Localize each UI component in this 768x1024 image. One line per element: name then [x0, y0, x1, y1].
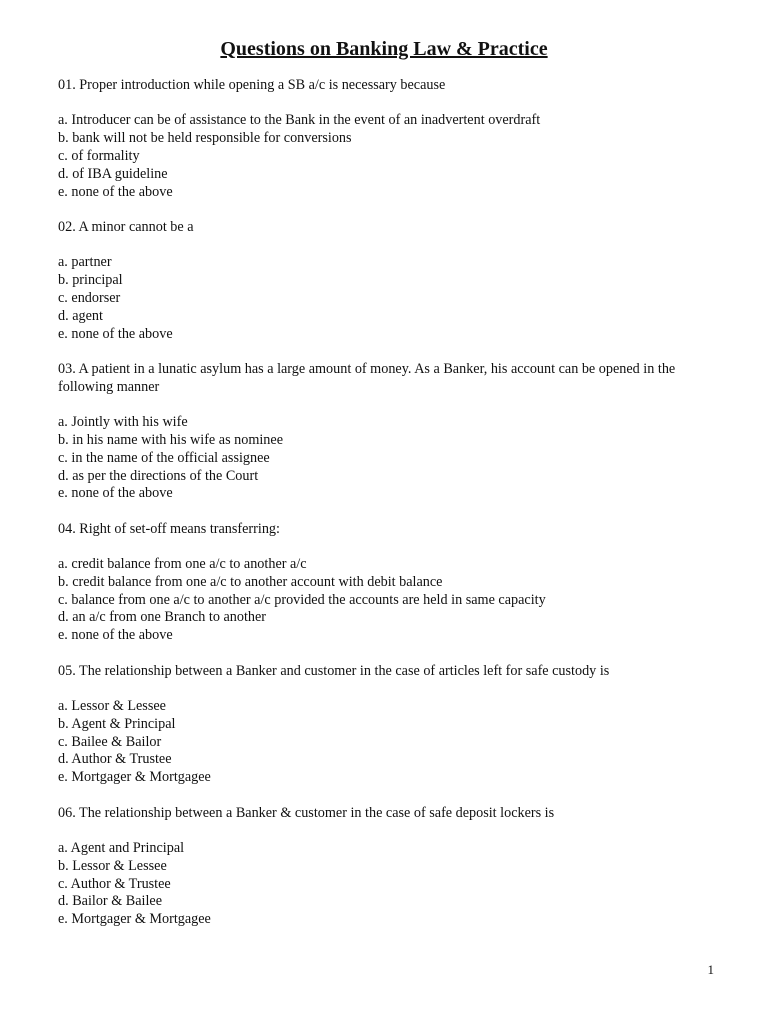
- question-6: [58, 805, 722, 929]
- option-d: d. an a/c from one Branch to another: [58, 609, 267, 626]
- option-c: c. balance from one a/c to another a/c provided the accounts are held in same capacity: [58, 591, 546, 608]
- option-d: d. Author & Trustee: [58, 751, 172, 768]
- question-text: 03. A patient in a lunatic asylum has a large amount of money. As a Banker, his account can be opened in the following manner: [58, 360, 676, 395]
- option-b: b. in his name with his wife as nominee: [58, 431, 283, 448]
- option-e: e. none of the above: [58, 325, 173, 342]
- option-a: a. Lessor & Lessee: [58, 698, 166, 715]
- option-list: [58, 840, 722, 929]
- question-text: 05. The relationship between a Banker and customer in the case of articles left for safe custody is: [58, 662, 610, 679]
- option-d: d. as per the directions of the Court: [58, 467, 259, 484]
- question-3: [58, 361, 722, 503]
- option-c: c. endorser: [58, 289, 121, 306]
- option-c: c. Bailee & Bailor: [58, 733, 162, 750]
- option-b: b. Agent & Principal: [58, 715, 176, 732]
- option-e: e. none of the above: [58, 485, 173, 502]
- question-list: [58, 77, 722, 947]
- option-c: c. Author & Trustee: [58, 875, 171, 892]
- option-a: a. partner: [58, 254, 112, 271]
- question-text: 04. Right of set-off means transferring:: [58, 520, 280, 537]
- option-a: a. Agent and Principal: [58, 840, 185, 857]
- option-list: [58, 414, 722, 503]
- question-text: 02. A minor cannot be a: [58, 218, 194, 235]
- option-list: [58, 556, 722, 645]
- option-e: e. none of the above: [58, 183, 173, 200]
- option-list: [58, 112, 722, 201]
- question-4: [58, 521, 722, 645]
- option-a: a. Introducer can be of assistance to the Bank in the event of an inadvertent overdraft: [58, 112, 541, 129]
- question-2: [58, 219, 722, 343]
- option-c: c. in the name of the official assignee: [58, 449, 270, 466]
- option-c: c. of formality: [58, 147, 140, 164]
- question-text: 01. Proper introduction while opening a SB a/c is necessary because: [58, 77, 446, 93]
- option-e: e. none of the above: [58, 627, 173, 644]
- option-d: d. Bailor & Bailee: [58, 893, 163, 910]
- question-5: [58, 663, 722, 787]
- document-title: Questions on Banking Law & Practice: [220, 38, 548, 60]
- question-text: 06. The relationship between a Banker & customer in the case of safe deposit lockers is: [58, 804, 555, 821]
- option-b: b. Lessor & Lessee: [58, 857, 167, 874]
- option-list: [58, 254, 722, 343]
- option-b: b. principal: [58, 272, 123, 289]
- question-1: [58, 77, 722, 201]
- option-d: d. of IBA guideline: [58, 165, 168, 182]
- option-b: b. credit balance from one a/c to another account with debit balance: [58, 573, 443, 590]
- option-e: e. Mortgager & Mortgagee: [58, 769, 211, 786]
- option-a: a. Jointly with his wife: [58, 414, 188, 431]
- option-list: [58, 698, 722, 787]
- option-b: b. bank will not be held responsible for conversions: [58, 130, 352, 147]
- page-number: 1: [707, 962, 714, 977]
- option-a: a. credit balance from one a/c to another a/c: [58, 556, 307, 573]
- option-d: d. agent: [58, 307, 103, 324]
- option-e: e. Mortgager & Mortgagee: [58, 911, 211, 928]
